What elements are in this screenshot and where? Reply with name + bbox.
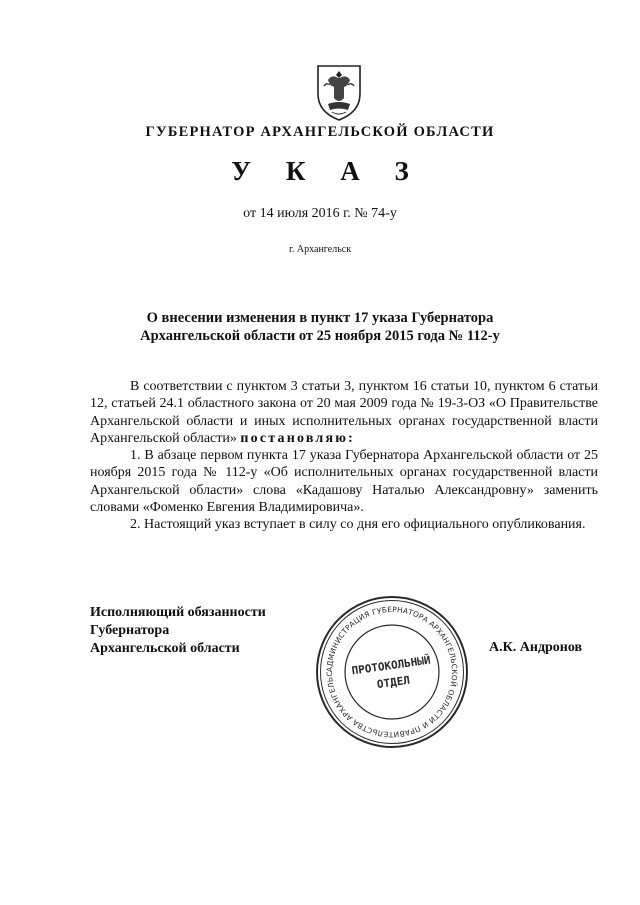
preamble-paragraph — [90, 378, 598, 447]
signatory-position — [90, 604, 266, 658]
coat-of-arms-icon — [314, 60, 364, 122]
signer-name: А.К. Андронов — [489, 640, 583, 655]
stamp-ring-text: АДМИНИСТРАЦИЯ ГУБЕРНАТОРА АРХАНГЕЛЬСКОЙ ОБЛАСТИ И ПРАВИТЕЛЬСТВА АРХАНГЕЛЬС — [324, 604, 460, 740]
subject-line-2: Архангельской области от 25 ноября 2015 года № 112-у — [140, 328, 500, 344]
stamp-center-line-2: ОТДЕЛ — [376, 673, 411, 692]
decree-date-number: от 14 июля 2016 г. № 74-у — [243, 206, 397, 221]
decree-body — [90, 378, 598, 534]
preamble-text: В соответствии с пунктом 3 статьи 3, пунктом 16 статьи 10, пунктом 6 статьи 12, статьей 24.1 областного закона от 20 мая 2009 года № 19-3-ОЗ «О Правительстве Архангельской области и иных исполнительных органах государственной власти Архангельской области» — [90, 379, 598, 446]
issuing-authority: ГУБЕРНАТОР АРХАНГЕЛЬСКОЙ ОБЛАСТИ — [145, 124, 495, 140]
position-line-2: Губернатора — [90, 623, 170, 638]
decree-subject — [100, 309, 540, 345]
subject-line-1: О внесении изменения в пункт 17 указа Губернатора — [146, 310, 494, 326]
position-line-1: Исполняющий обязанности — [90, 605, 266, 620]
decree-colon: : — [348, 430, 353, 446]
decree-verb: постановляю — [240, 430, 349, 446]
decree-city: г. Архангельск — [288, 244, 352, 255]
document-type-title: У К А З — [231, 156, 423, 186]
stamp-center-line-1: ПРОТОКОЛЬНЫЙ — [350, 653, 432, 678]
official-stamp — [313, 593, 471, 751]
position-line-3: Архангельской области — [90, 641, 240, 656]
item-1-paragraph: 1. В абзаце первом пункта 17 указа Губернатора Архангельской области от 25 ноября 2015 года № 112-у «Об исполнительных органах государственной власти Архангельской области» слова «Кадашову Наталью Александровну» заменить словами «Фоменко Евгения Владимировича». — [90, 448, 598, 516]
item-2-paragraph: 2. Настоящий указ вступает в силу со дня его официального опубликования. — [130, 517, 586, 533]
